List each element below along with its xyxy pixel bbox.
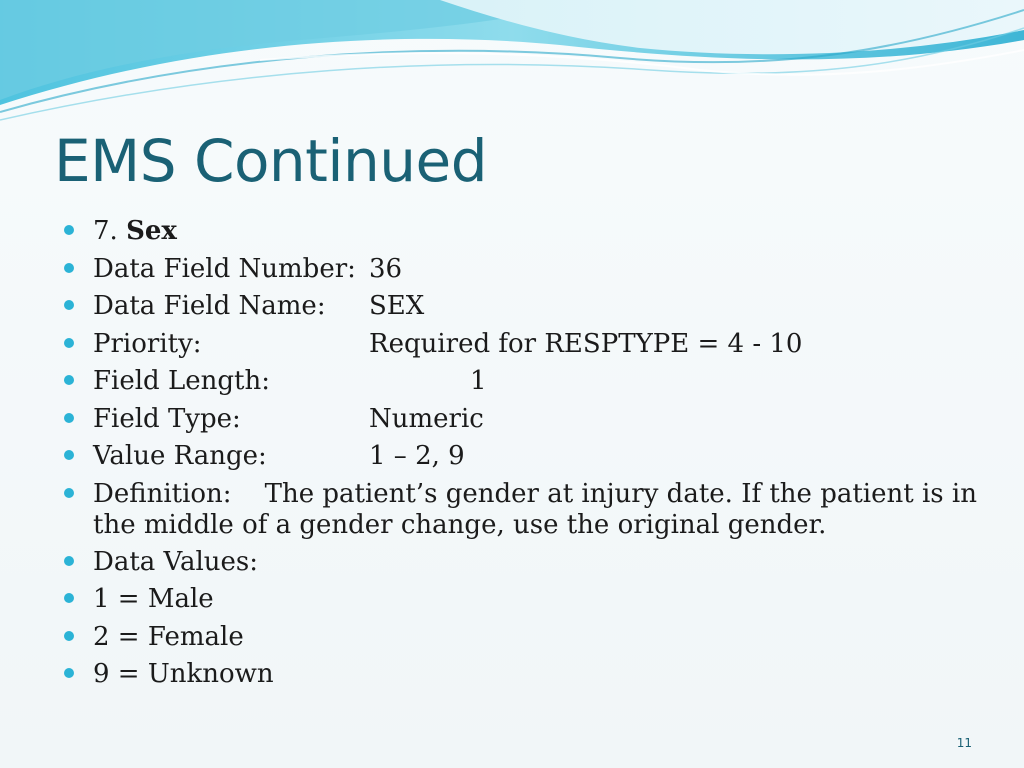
- bullet-icon: [64, 225, 74, 235]
- list-item: [62, 622, 992, 660]
- bullet-icon: [64, 488, 74, 498]
- bullet-icon: [64, 631, 74, 641]
- item-text: 1 = Male: [93, 584, 214, 614]
- field-label: Field Type:: [93, 403, 241, 434]
- field-label: Definition:: [93, 478, 232, 509]
- bullet-icon: [64, 593, 74, 603]
- field-label: Field Length:: [93, 366, 270, 396]
- page-number: 11: [956, 736, 972, 750]
- bullet-icon: [64, 263, 74, 273]
- bullet-icon: [64, 668, 74, 678]
- list-item: [62, 254, 992, 292]
- list-item: [62, 329, 992, 367]
- list-item: [62, 366, 992, 404]
- item-prefix: 7.: [93, 216, 127, 246]
- bullet-icon: [64, 413, 74, 423]
- field-value: Required for RESPTYPE = 4 - 10: [369, 328, 803, 359]
- field-value: 1: [470, 366, 487, 396]
- field-value: The patient’s gender at injury date. If the patient is in the middle of a gender change, use the original gender.: [93, 478, 977, 540]
- header-wave-decoration: [0, 0, 1024, 130]
- field-value: SEX: [369, 291, 425, 321]
- list-item: [62, 441, 992, 479]
- bullet-icon: [64, 338, 74, 348]
- bullet-list: [62, 216, 992, 697]
- bullet-icon: [64, 300, 74, 310]
- item-bold-text: Sex: [126, 216, 177, 246]
- list-item: [62, 404, 992, 442]
- field-value: Numeric: [369, 403, 484, 434]
- list-item: [62, 291, 992, 329]
- slide-title: EMS Continued: [54, 127, 488, 195]
- field-label: Value Range:: [93, 441, 267, 471]
- bullet-icon: [64, 375, 74, 385]
- item-text: 2 = Female: [93, 621, 244, 652]
- field-label: Data Field Number:: [93, 253, 356, 284]
- field-value: 36: [369, 253, 403, 284]
- field-label: Priority:: [93, 328, 202, 359]
- item-text: 9 = Unknown: [93, 659, 274, 689]
- item-text: Data Values:: [93, 546, 259, 577]
- bullet-icon: [64, 556, 74, 566]
- list-item: [62, 659, 992, 697]
- field-label: Data Field Name:: [93, 291, 326, 321]
- list-item: [62, 547, 992, 585]
- list-item: [62, 584, 992, 622]
- bullet-icon: [64, 450, 74, 460]
- field-value: 1 – 2, 9: [369, 441, 465, 471]
- list-item: [62, 216, 992, 254]
- list-item: [62, 479, 992, 547]
